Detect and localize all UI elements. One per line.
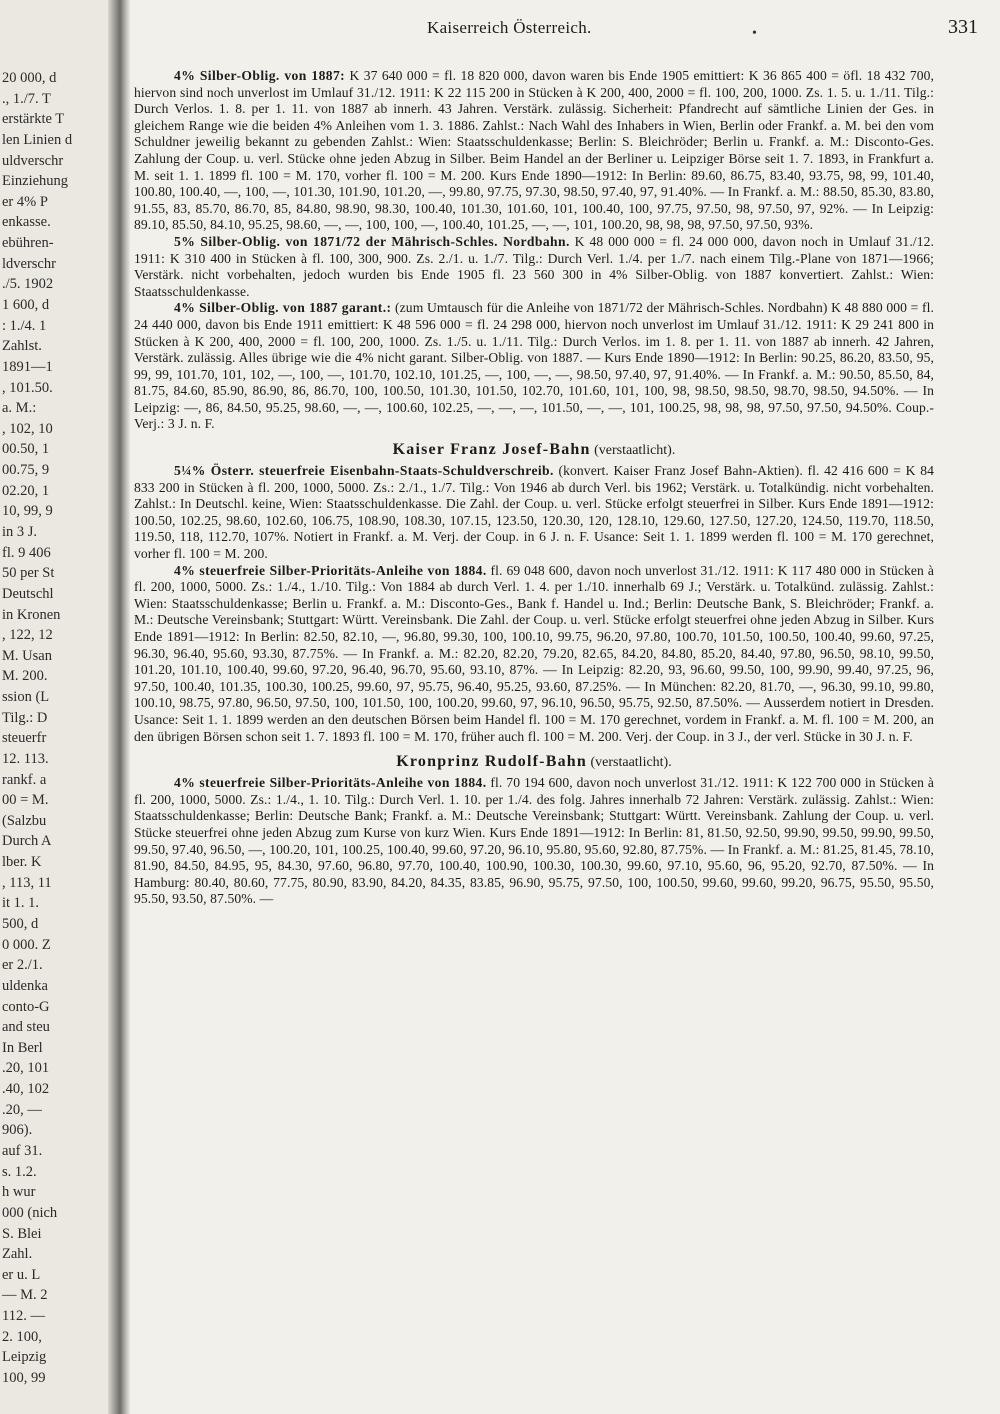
adjacent-page-fragment [0, 0, 112, 1414]
adjacent-page-text-fragment: 00.50, 1 [2, 441, 50, 457]
section-heading-kaiser-franz-josef-bahn [134, 441, 934, 459]
adjacent-page-text-fragment: fl. 9 406 [2, 545, 51, 561]
adjacent-page-text-fragment: 100, 99 [2, 1370, 46, 1386]
running-title: Kaiserreich Österreich. [427, 18, 592, 37]
adjacent-page-text-fragment: enkasse. [2, 214, 51, 230]
adjacent-page-text-fragment: 50 per St [2, 565, 55, 581]
entry-5pct-silver-oblig-1871 [134, 234, 934, 300]
entry-4pct-prioritaets-anleihe-1884-rudolf [134, 775, 934, 908]
adjacent-page-text-fragment: ebühren- [2, 235, 54, 251]
adjacent-page-text-fragment: 10, 99, 9 [2, 503, 53, 519]
adjacent-page-text-fragment: conto-G [2, 999, 50, 1015]
adjacent-page-text-fragment: 00 = M. [2, 792, 49, 808]
adjacent-page-text-fragment: Leipzig [2, 1349, 47, 1365]
adjacent-page-text-fragment: er 2./1. [2, 957, 43, 973]
adjacent-page-text-fragment: len Linien d [2, 132, 73, 148]
entry-text: (zum Umtausch für die Anleihe von 1871/72 der Mährisch-Schles. Nordbahn) K 48 880 000 = fl. 24 440 000, davon bis Ende 1911 emittiert: K 48 596 000 = fl. 24 298 000, hiervon noch unverlost im Umlauf 31./12. 1911: K 29 241 800 in Stücken à K 200, 400, 2000 = fl. 100, 200, 1000. Zs. 1./5. u. 1./11. Tilg.: Durch Verlos. im 1. 8. per 1. 11. von 1887 ab innerh. 42 Jahren, Verstärk. zulässig. Alles übrige wie die 4% nicht garant. Silber-Oblig. von 1887. — Kurs Ende 1890—1912: In Berlin: 90.25, 86.20, 83.50, 95, 99, 99, 101.70, 101, 102, —, 100, —, 101.70, 102.10, 101.25, —, 100, —, —, 98.50, 97.40, 97, 91.40%. — In Frankf. a. M.: 90.50, 85.50, 84, 81.75, 84.60, 85.90, 86.90, 86, 86.70, 100, 100.50, 101.30, 101.50, 102.70, 101.60, 101, 100, 98, 98.50, 98.50, 98.70, 98.50, 94.50%. — In Leipzig: —, 86, 84.50, 95.25, 98.60, —, —, 100.60, 102.25, —, —, —, 101.50, —, —, 101, 100.25, 98, 98, 98, 97.50, 97.50, 94.50%. Coup.-Verj.: 3 J. n. F. [134, 300, 934, 432]
adjacent-page-text-fragment: h wur [2, 1184, 36, 1200]
adjacent-page-text-fragment: , 122, 12 [2, 627, 53, 643]
adjacent-page-text-fragment: (Salzbu [2, 813, 47, 829]
section-note: (verstaatlicht). [586, 755, 672, 771]
page-number: 331 [948, 16, 978, 38]
adjacent-page-text-fragment: and steu [2, 1019, 50, 1035]
adjacent-page-text-fragment: Durch A [2, 833, 52, 849]
adjacent-page-text-fragment: , 113, 11 [2, 875, 52, 891]
adjacent-page-text-fragment: it 1. 1. [2, 895, 40, 911]
entry-text: K 37 640 000 = fl. 18 820 000, davon waren bis Ende 1905 emittiert: K 36 865 400 = öfl. 18 432 700, hiervon sind noch unverlost im Umlauf 31./12. 1911: K 22 115 200 in Stücken à K 200, 400, 2000 = fl. 100, 200, 1000. Zs. 1. 5. u. 1./11. Tilg.: Durch Verlos. 1. 8. per 1. 11. von 1887 ab innerh. 43 Jahren. Verstärk. zulässig. Sicherheit: Pfandrecht auf sämtliche Linien der Ges. in gleichem Range wie die beiden 4% Anleihen vom 1. 3. 1886. Zahlst.: Nach Wahl des Inhabers in Wien, Berlin oder Frankf. a. M. bei den vom Schuldner jeweilig bekannt zu gebenden Zahlst.: Wien: Staatsschuldenkasse; Berlin: S. Bleichröder; Berlin u. Frankf. a. M.: Disconto-Ges. Zahlung der Coup. u. verl. Stücke ohne jeden Abzug in Silber. Beim Handel an der Berliner u. Leipziger Börse seit 1. 7. 1893, in Frankfurt a. M. seit 1. 1. 1899 fl. 100 = M. 170, vorher fl. 100 = M. 200. Kurs Ende 1890—1912: In Berlin: 89.60, 86.75, 83.40, 93.75, 98, 99, 101.40, 100.80, 100.40, —, 100, —, 101.30, 101.90, 101.20, —, 99.80, 97.75, 97.30, 98.50, 97.40, 97, 91.40%. — In Frankf. a. M.: 88.50, 85.30, 83.80, 91.55, 83, 85.70, 86.70, 85, 84.80, 98.90, 98.30, 100.40, 101.30, 101.60, 101, 100.40, 100, 97.75, 97.50, 98, 97.50, 97, 92%. — In Leipzig: 89.10, 85.50, 84.10, 95.25, 98.60, —, —, 100, 100, —, 100.40, 101.25, —, —, 101, 100.20, 98, 98, 98, 97.50, 97.50, 93%. [134, 68, 935, 233]
adjacent-page-text-fragment: .20, — [2, 1102, 42, 1118]
adjacent-page-text-fragment: M. 200. [2, 668, 48, 684]
section-heading-kronprinz-rudolf-bahn [134, 753, 934, 771]
adjacent-page-text-fragment: ldverschr [2, 256, 56, 272]
adjacent-page-text-fragment: uldverschr [2, 153, 64, 169]
adjacent-page-text-fragment: 12. 113. [2, 751, 49, 767]
entry-4pct-silver-oblig-1887 [134, 68, 934, 234]
entry-title: 4% steuerfreie Silber-Prioritäts-Anleihe von 1884. [174, 562, 487, 578]
adjacent-page-text-fragment: rankf. a [2, 772, 47, 788]
adjacent-page-text-fragment: 1 600, d [2, 297, 50, 313]
entry-4pct-silver-oblig-1887-garant [134, 300, 934, 433]
page-body [134, 68, 934, 908]
adjacent-page-text-fragment: 1891—1 [2, 359, 53, 375]
adjacent-page-text-fragment: s. 1.2. [2, 1164, 37, 1180]
running-head [132, 16, 978, 42]
adjacent-page-text-fragment: a. M.: [2, 400, 37, 416]
ink-dot: • [752, 26, 757, 41]
adjacent-page-text-fragment: 112. — [2, 1308, 45, 1324]
entry-text: fl. 69 048 600, davon noch unverlost 31./12. 1911: K 117 480 000 in Stücken à fl. 200, 1000, 5000. Zs.: 1./4., 1./10. Tilg.: Von 1884 ab durch Verl. 1. 4. per 1./10. innerhalb 69 J.; Verstärk. u. Totalkünd. zulässig. Zahlst.: Wien: Staatsschuldenkasse; Berlin u. Frankf. a. M.: Disconto-Ges., Bank f. Handel u. Ind.; Berlin: Deutsche Bank, S. Bleichröder; Frankf. a. M.: Deutsche Vereinsbank; Stuttgart: Württ. Vereinsbank. Die Zahl. der Coup. u. verl. Stücke erfolgt steuerfrei ohne jeden Abzug in Silber. Kurs Ende 1891—1912: In Berlin: 82.50, 82.10, —, 96.80, 99.30, 100, 100.10, 99.75, 96.20, 97.80, 100.70, 101.50, 100.50, 100.40, 99.60, 97.25, 96.30, 96.40, 95.60, 93.30, 87.75%. — In Frankf. a. M.: 82.20, 82.20, 79.20, 82.65, 84.20, 84.80, 85.20, 84.40, 97.80, 96.50, 98.10, 99.50, 101.20, 101.10, 100.40, 99.60, 97.20, 96.40, 96.70, 95.60, 93.10, 87%. — In Leipzig: 82.20, 93, 96.60, 99.50, 100, 99.90, 99.40, 97.25, 96, 97.50, 100.40, 101.35, 100.30, 100.25, 99.60, 97, 95.75, 96.40, 95.25, 93.60, 87.25%. — In München: 82.20, 81.70, —, 96.30, 99.10, 99.80, 100.10, 98.75, 97.80, 96.50, 97.50, 100, 101.50, 100, 100.20, 99.60, 97, 96.10, 96.50, 95.75, 92.50, 87.50%. — Ausserdem notiert in Dresden. Usance: Seit 1. 1. 1899 werden an den deutschen Börsen beim Handel fl. 100 = M. 170 gerechnet, vordem in Frankf. a. M. fl. 100 = M. 200, an den übrigen Börsen schon seit 1. 7. 1893 fl. 100 = M. 170, früher auch fl. 100 = M. 200. Verj. der Coup. in 3 J., der verl. Stücke in 30 J. n. F. [134, 562, 934, 744]
entry-text: fl. 70 194 600, davon noch unverlost 31./12. 1911: K 122 700 000 in Stücken à fl. 200, 1000, 5000. Zs.: 1./4., 1. 10. Tilg.: Durch Verl. 1. 10. per 1./4. des folg. Jahres innerhalb 72 Jahren: Verstärk. zulässig. Zahlst.: Wien: Staatsschuldenkasse; Berlin: Deutsche Bank; Frankf. a. M.: Deutsche Vereinsbank; Stuttgart: Württ. Vereinsbank. Zahlung der Coup. u. verl. Stücke steuerfrei ohne jeden Abzug zum Kurse von kurz Wien. Kurs Ende 1891—1912: In Berlin: 81, 81.50, 92.50, 99.90, 99.50, 99.90, 99.50, 99.50, 97.40, 96.50, —, 100.20, 101, 100.25, 100.40, 99.60, 97.20, 96.10, 95.80, 95.60, 92.80, 87.75%. — In Frankf. a. M.: 81.25, 81.45, 78.10, 81.90, 84.50, 84.95, 95, 84.30, 97.60, 96.80, 97.70, 100.40, 100.90, 100.30, 100.30, 99.60, 97.10, 95.60, 96, 95.20, 92.70, 87.50%. — In Hamburg: 80.40, 80.60, 77.75, 80.90, 83.90, 84.20, 84.35, 83.85, 96.90, 95.75, 97.50, 100, 100.50, 99.60, 99.60, 99.20, 96.75, 95.50, 95.50, 95.50, 93.50, 87.50%. — [134, 775, 934, 907]
adjacent-page-text-fragment: , 102, 10 [2, 421, 53, 437]
entry-title: 4% Silber-Oblig. von 1887 garant.: [174, 300, 392, 316]
adjacent-page-text-fragment: 500, d [2, 916, 39, 932]
adjacent-page-text-fragment: in Kronen [2, 607, 61, 623]
section-title: Kaiser Franz Josef-Bahn [392, 441, 591, 459]
adjacent-page-text-fragment: : 1./4. 1 [2, 318, 47, 334]
adjacent-page-text-fragment: Einziehung [2, 173, 69, 189]
adjacent-page-text-fragment: 906). [2, 1122, 33, 1138]
adjacent-page-text-fragment: 0 000. Z [2, 937, 51, 953]
entry-title: 4% steuerfreie Silber-Prioritäts-Anleihe von 1884. [174, 775, 487, 791]
adjacent-page-text-fragment: 2. 100, [2, 1329, 42, 1345]
book-gutter [108, 0, 130, 1414]
entry-text: (konvert. Kaiser Franz Josef Bahn-Aktien). fl. 42 416 600 = K 84 833 200 in Stücken à fl. 200, 1000, 5000. Zs.: 2./1., 1./7. Tilg.: Von 1946 ab durch Verl. bis 1962; Verstärk. u. Totalkündig. nicht vorbehalten. Zahlst.: In Deutschl. keine, Wien: Staatsschuldenkasse. Die Zahl. der Coup. u. verl. Stücke erfolgt steuerfrei in Silber. Kurs Ende 1891—1912: 100.50, 102.25, 98.60, 102.60, 106.75, 108.90, 108.30, 107.15, 123.50, 120.30, 120, 128.10, 129.60, 127.50, 127.20, 124.50, 119.70, 118.50, 119.50, 118, 112.70, 107%. Notiert in Frankf. a. M. Verj. der Coup. in 6 J. n. F. Usance: Seit 1. 1. 1899 werden fl. 100 = M. 170 gerechnet, vorher fl. 100 = M. 200. [134, 463, 934, 562]
entry-5-25pct-staats-schuldverschreib [134, 463, 934, 563]
adjacent-page-text-fragment: 000 (nich [2, 1205, 58, 1221]
adjacent-page-text-fragment: in 3 J. [2, 524, 38, 540]
entry-4pct-prioritaets-anleihe-1884 [134, 563, 934, 746]
adjacent-page-text-fragment: er u. L [2, 1267, 41, 1283]
adjacent-page-text-fragment: auf 31. [2, 1143, 43, 1159]
adjacent-page-text-fragment: ssion (L [2, 689, 50, 705]
entry-title: 5% Silber-Oblig. von 1871/72 der Mährisch-Schles. Nordbahn. [174, 233, 570, 249]
section-title: Kronprinz Rudolf-Bahn [396, 753, 587, 771]
adjacent-page-text-fragment: — M. 2 [2, 1287, 48, 1303]
adjacent-page-text-fragment: erstärkte T [2, 111, 65, 127]
adjacent-page-text-fragment: , 101.50. [2, 380, 53, 396]
entry-title: 5¼% Österr. steuerfreie Eisenbahn-Staats-Schuldverschreib. [174, 463, 554, 479]
adjacent-page-text-fragment: er 4% P [2, 194, 48, 210]
adjacent-page-text-fragment: Zahl. [2, 1246, 33, 1262]
adjacent-page-text-fragment: .20, 101 [2, 1060, 50, 1076]
adjacent-page-text-fragment: ., 1./7. T [2, 91, 51, 107]
entry-title: 4% Silber-Oblig. von 1887: [174, 68, 346, 83]
adjacent-page-text-fragment: S. Blei [2, 1226, 42, 1242]
adjacent-page-text-fragment: ./5. 1902 [2, 276, 54, 292]
adjacent-page-text-fragment: lber. K [2, 854, 42, 870]
adjacent-page-text-fragment: In Berl [2, 1040, 43, 1056]
adjacent-page-text-fragment: .40, 102 [2, 1081, 50, 1097]
adjacent-page-text-fragment: steuerfr [2, 730, 47, 746]
adjacent-page-text-fragment: 20 000, d [2, 70, 57, 86]
adjacent-page-text-fragment: Zahlst. [2, 338, 42, 354]
adjacent-page-text-fragment: Tilg.: D [2, 710, 48, 726]
adjacent-page-text-fragment: uldenka [2, 978, 48, 994]
adjacent-page-text-fragment: Deutschl [2, 586, 54, 602]
entry-text: K 48 000 000 = fl. 24 000 000, davon noch in Umlauf 31./12. 1911: K 310 400 in Stücken à fl. 100, 300, 900. Zs. 2./1. u. 1./7. Tilg.: Durch Verl. 1./4. per 1./7. nach einem Tilg.-Plane von 1871—1966; Verstärk. nicht vorbehalten, jedoch wurden bis Ende 1905 fl. 23 560 300 in 4% Silber-Oblig. von 1887 konvertiert. Zahlst.: Wien: Staatsschuldenkasse. [134, 233, 935, 299]
adjacent-page-text-fragment: 00.75, 9 [2, 462, 50, 478]
section-note: (verstaatlicht). [590, 443, 676, 459]
adjacent-page-text-fragment: 02.20, 1 [2, 483, 50, 499]
book-page [132, 0, 978, 1414]
adjacent-page-text-fragment: M. Usan [2, 648, 52, 664]
